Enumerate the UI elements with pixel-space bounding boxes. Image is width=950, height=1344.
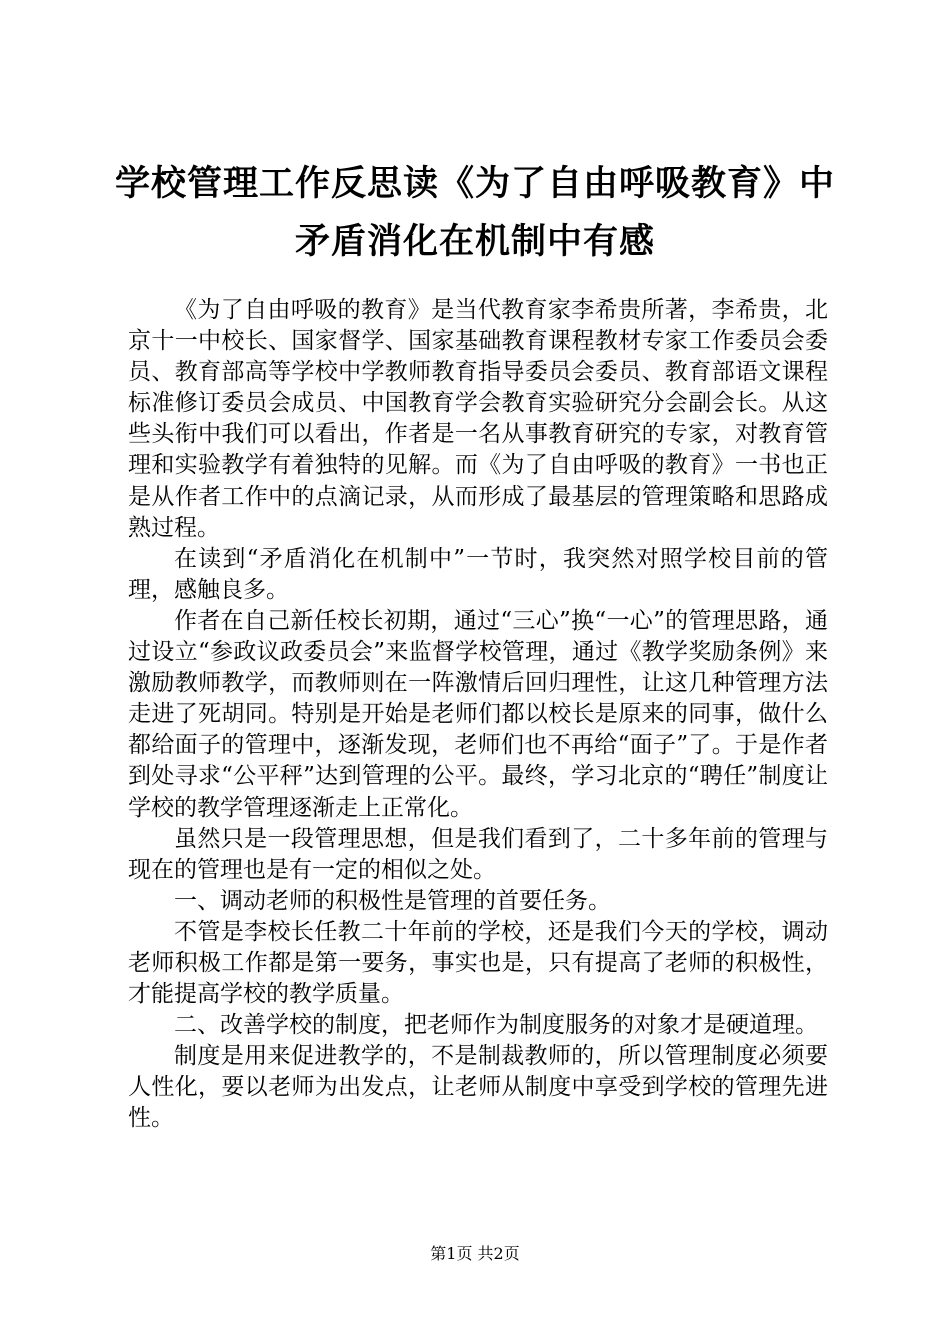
paragraph: 在读到“矛盾消化在机制中”一节时，我突然对照学校目前的管理，感触良多。	[128, 545, 828, 603]
paragraph: 制度是用来促进教学的，不是制裁教师的，所以管理制度必须要人性化，要以老师为出发点，让老师从制度中享受到学校的管理先进性。	[128, 1043, 828, 1132]
paragraph: 一、调动老师的积极性是管理的首要任务。	[174, 887, 611, 914]
document-title-line-1: 学校管理工作反思读《为了自由呼吸教育》中	[114, 164, 835, 204]
paragraph: 虽然只是一段管理思想，但是我们看到了，二十多年前的管理与现在的管理也是有一定的相似之处。	[128, 825, 828, 883]
paragraph: 作者在自己新任校长初期，通过“三心”换“一心”的管理思路，通过设立“参政议政委员会”来监督学校管理，通过《教学奖励条例》来激励教师教学，而教师则在一阵激情后回归理性，让这几种管理方法走进了死胡同。特别是开始是老师们都以校长是原来的同事，做什么都给面子的管理中，逐渐发现，老师们也不再给“面子”了。于是作者到处寻求“公平秤”达到管理的公平。最终，学习北京的“聘任”制度让学校的教学管理逐渐走上正常化。	[128, 607, 828, 821]
paragraph: 二、改善学校的制度，把老师作为制度服务的对象才是硬道理。	[174, 1012, 818, 1039]
document-body	[128, 295, 828, 1135]
page-number-footer: 第1页 共2页	[430, 1244, 520, 1263]
paragraph: 不管是李校长任教二十年前的学校，还是我们今天的学校，调动老师积极工作都是第一要务，事实也是，只有提高了老师的积极性，才能提高学校的教学质量。	[128, 918, 828, 1008]
document-title-line-2: 矛盾消化在机制中有感	[294, 222, 655, 262]
paragraph: 《为了自由呼吸的教育》是当代教育家李希贵所著，李希贵，北京十一中校长、国家督学、国家基础教育课程教材专家工作委员会委员、教育部高等学校中学教师教育指导委员会委员、教育部语文课程标准修订委员会成员、中国教育学会教育实验研究分会副会长。从这些头衔中我们可以看出，作者是一名从事教育研究的专家，对教育管理和实验教学有着独特的见解。而《为了自由呼吸的教育》一书也正是从作者工作中的点滴记录，从而形成了最基层的管理策略和思路成熟过程。	[128, 297, 828, 541]
